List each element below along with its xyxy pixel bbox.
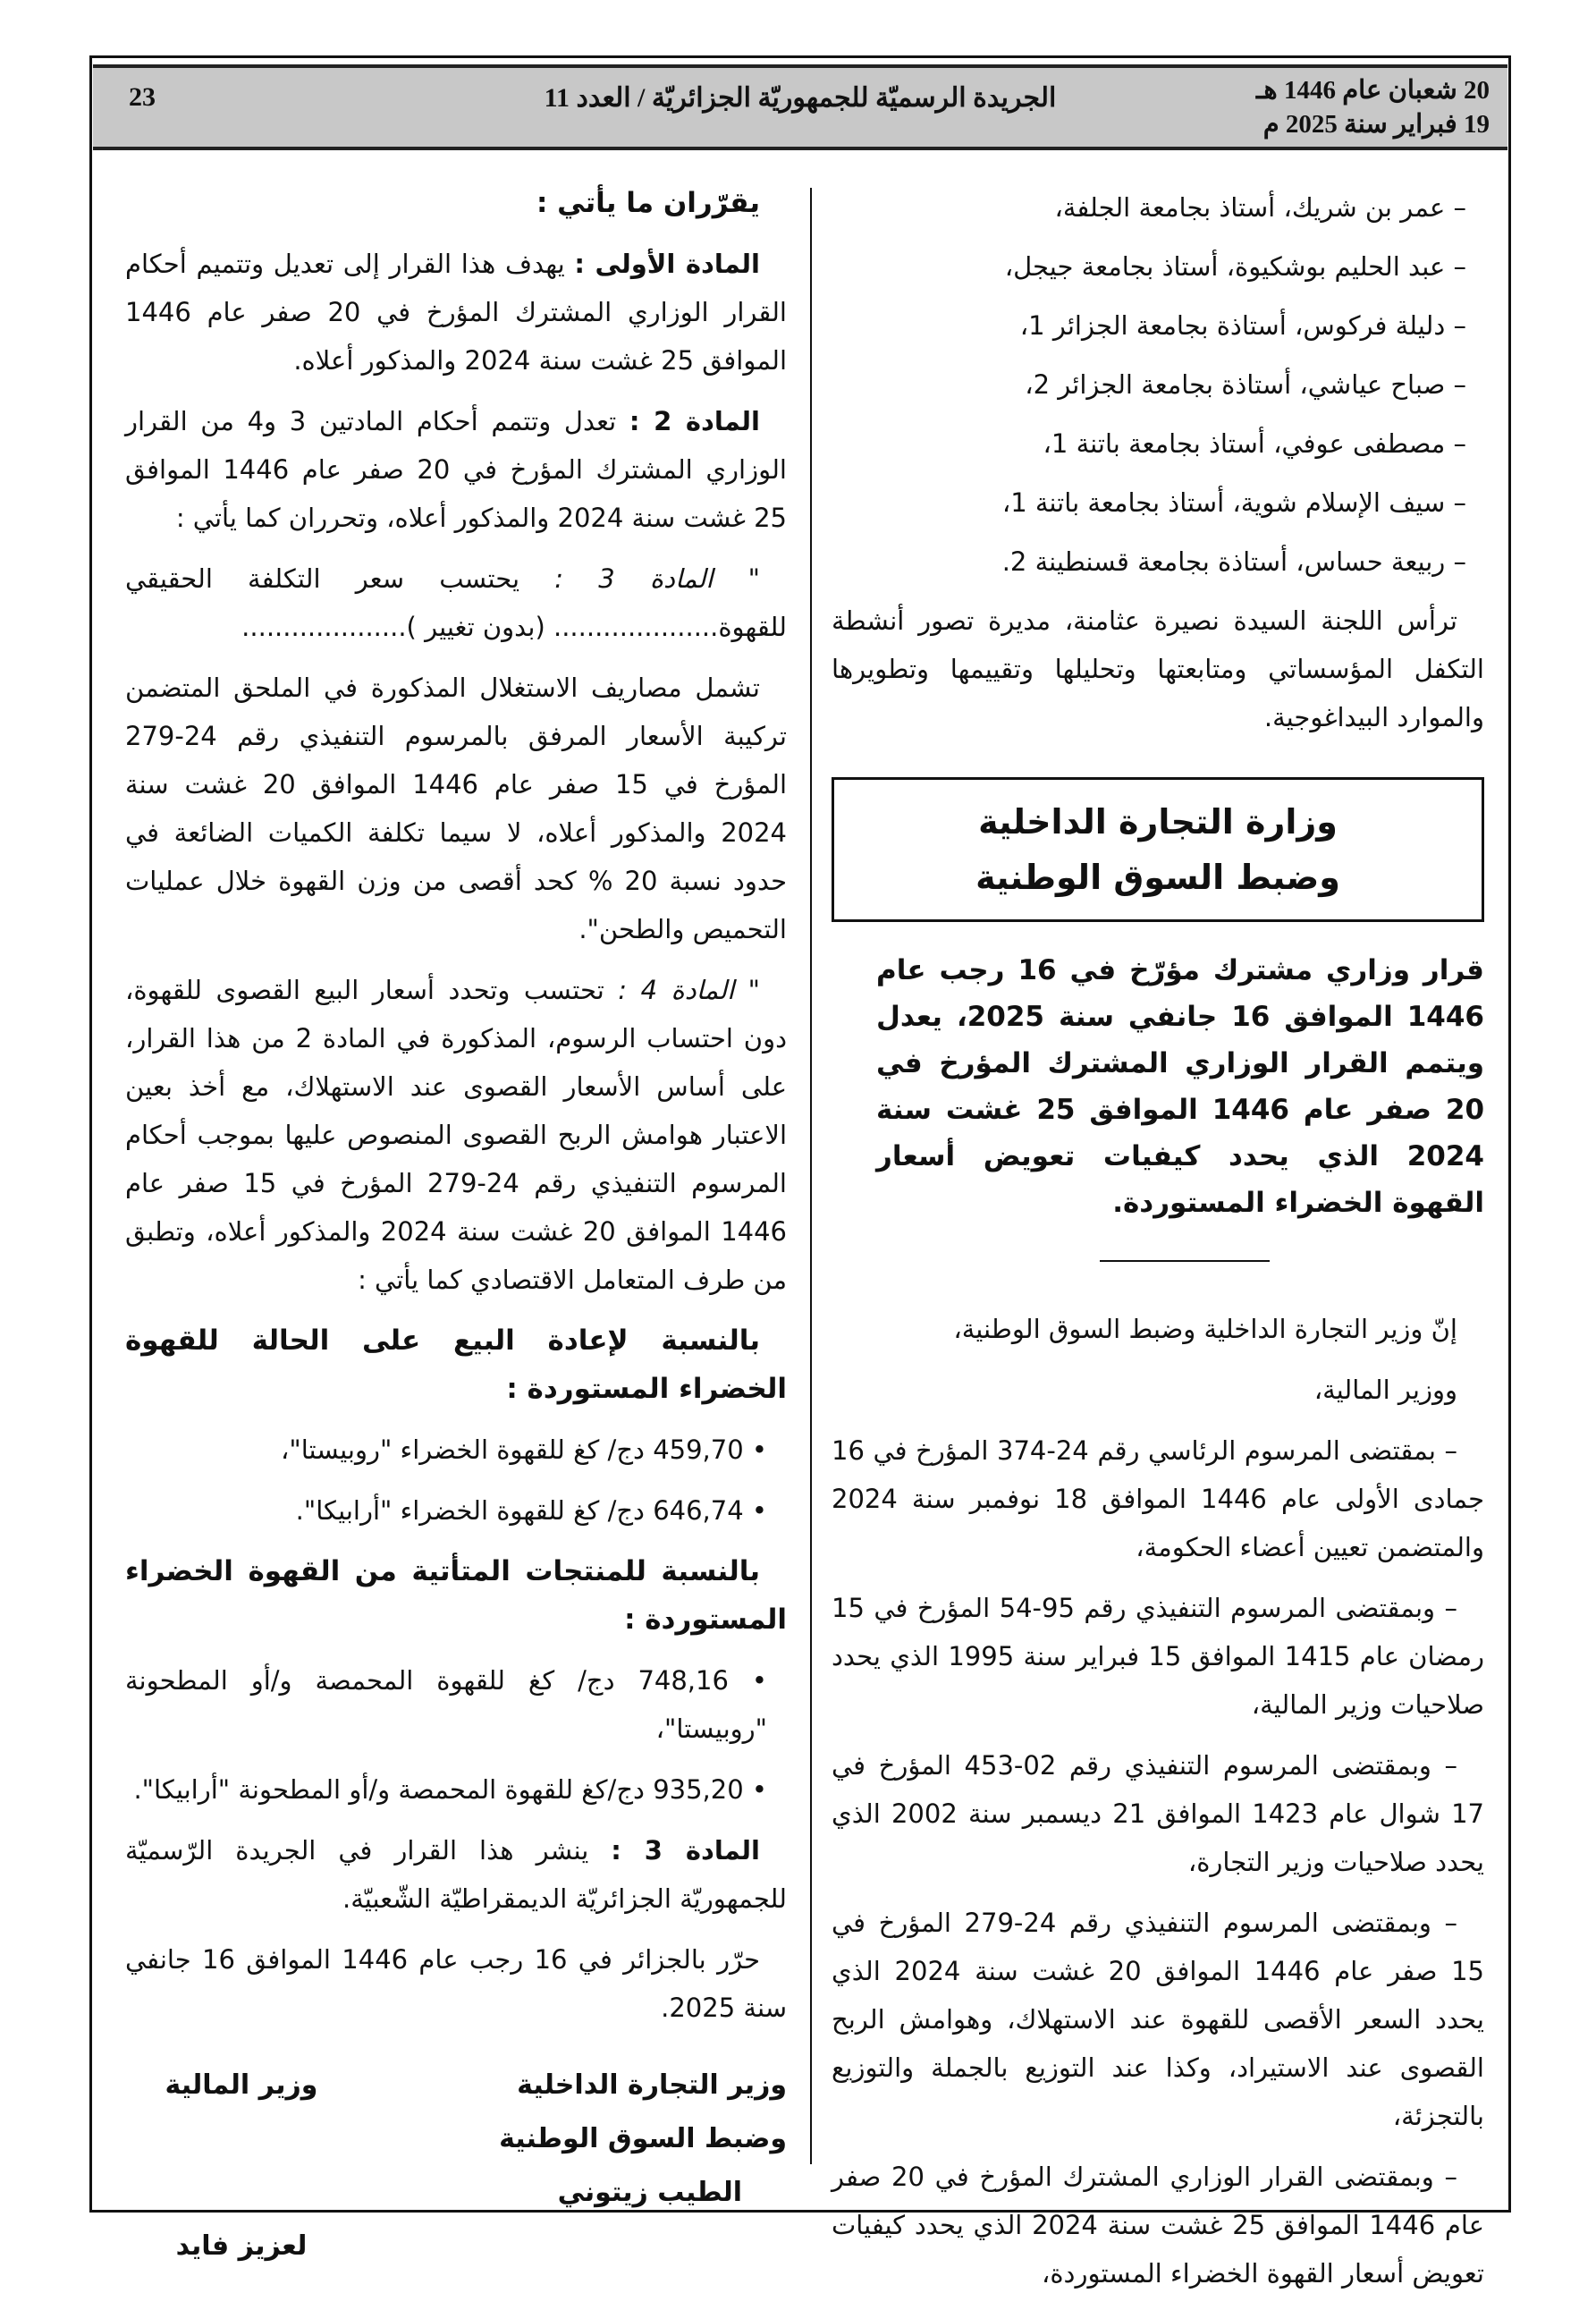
article-3	[125, 1826, 787, 1923]
column-divider	[810, 188, 812, 2164]
article-label: المادة 2 :	[629, 406, 760, 436]
signature-name: لعزيز فايد	[175, 2230, 308, 2262]
page-header	[93, 64, 1507, 150]
separator-rule	[1100, 1260, 1270, 1262]
consideration-item: – وبمقتضى المرسوم التنفيذي رقم 02-453 المؤرخ في 17 شوال عام 1423 الموافق 21 ديسمبر سنة 2002 الذي يحدد صلاحيات وزير التجارة،	[832, 1750, 1484, 1877]
done-at: حرّر بالجزائر في 16 رجب عام 1446 الموافق 16 جانفي سنة 2025.	[125, 1944, 787, 2023]
price-text: 459,70 دج/ كغ للقهوة الخضراء "روبيستا"،	[281, 1434, 744, 1465]
price-text: 748,16 دج/ كغ للقهوة المحمصة و/أو المطحونة "روبيستا"،	[125, 1665, 767, 1744]
article-text: تحتسب وتحدد أسعار البيع القصوى للقهوة، دون احتساب الرسوم، المذكورة في المادة 2 من هذا القرار، على أساس الأسعار القصوى عند الاستهلاك، مع أخذ بعين الاعتبار هوامش الربح القصوى المنصوص عليها بموجب أحكام المرسوم التنفيذي رقم 24-279 المؤرخ في 15 صفر عام 1446 الموافق 20 غشت سنة 2024 والمذكور أعلاه، وتطبق من طرف المتعامل الاقتصادي كما يأتي :	[125, 975, 788, 1295]
operating-costs-paragraph: تشمل مصاريف الاستغلال المذكورة في الملحق المتضمن تركيبة الأسعار المرفق بالمرسوم التنفيذي رقم 24-279 المؤرخ في 15 صفر عام 1446 الموافق 20 غشت سنة 2024 والمذكور أعلاه، لا سيما تكلفة الكميات الضائعة في حدود نسبة 20 % كحد أقصى من وزن القهوة خلال عمليات التحميص والطحن".	[125, 673, 788, 944]
article-label: المادة 3 :	[611, 1835, 760, 1866]
article-text: تعدل وتتمم أحكام المادتين 3 و4 من القرار الوزاري المشترك المؤرخ في 20 صفر عام 1446 الموافق 25 غشت سنة 2024 والمذكور أعلاه، وتحرران كما يأتي :	[125, 406, 787, 533]
signature-name: الطيب زيتوني	[557, 2177, 742, 2208]
products-heading: بالنسبة للمنتجات المتأتية من القهوة الخضراء المستوردة :	[125, 1555, 787, 1636]
article-text: يهدف هذا القرار إلى تعديل وتتميم أحكام القرار الوزاري المشترك المؤرخ في 20 صفر عام 1446 الموافق 25 غشت سنة 2024 والمذكور أعلاه.	[125, 249, 787, 376]
member-item: – صباح عياشي، أستاذة بجامعة الجزائر 2،	[1025, 369, 1466, 400]
consideration-item: – وبمقتضى القرار الوزاري المشترك المؤرخ في 20 صفر عام 1446 الموافق 25 غشت سنة 2024 الذي يحدد كيفيات تعويض أسعار القهوة الخضراء المستوردة،	[832, 2162, 1485, 2289]
price-item: • 459,70 دج/ كغ للقهوة الخضراء "روبيستا"،	[281, 1434, 767, 1465]
price-text: 646,74 دج/ كغ للقهوة الخضراء "أرابيكا".	[295, 1495, 744, 1526]
article-label: " المادة 3 :	[554, 563, 760, 594]
right-column	[832, 183, 1484, 2310]
member-item: – عمر بن شريك، أستاذ بجامعة الجلفة،	[1054, 192, 1466, 223]
chair-paragraph: ترأس اللجنة السيدة نصيرة عثامنة، مديرة تصور أنشطة التكفل المؤسساتي ومتابعتها وتحليلها وتقييمها وتطويرها والموارد البيداغوجية.	[832, 605, 1484, 732]
article-label: " المادة 4 :	[618, 975, 760, 1005]
issue-date	[1256, 73, 1490, 141]
member-item: – ربيعة حساس، أستاذة بجامعة قسنطينة 2.	[1001, 546, 1466, 577]
article-text: ينشر هذا القرار في الجريدة الرّسميّة للجمهوريّة الجزائريّة الديمقراطيّة الشّعبيّة.	[125, 1835, 787, 1914]
page-number: 23	[129, 82, 156, 112]
signature-title: وزير المالية	[165, 2069, 318, 2101]
consideration-item: – وبمقتضى المرسوم التنفيذي رقم 95-54 المؤرخ في 15 رمضان عام 1415 الموافق 15 فبراير سنة 1995 الذي يحدد صلاحيات وزير المالية،	[832, 1593, 1484, 1720]
member-item: – مصطفى عوفي، أستاذ بجامعة باتنة 1،	[1043, 428, 1466, 459]
quoted-article-4	[125, 966, 787, 1304]
article-2	[125, 397, 787, 542]
quoted-article-3	[125, 554, 787, 651]
signature-commerce	[483, 2059, 787, 2273]
member-item: – سيف الإسلام شوية، أستاذ بجامعة باتنة 1،	[1001, 487, 1466, 518]
consideration-item: – بمقتضى المرسوم الرئاسي رقم 24-374 المؤرخ في 16 جمادى الأولى عام 1446 الموافق 18 نوفمبر سنة 2024 والمتضمن تعيين أعضاء الحكومة،	[832, 1435, 1485, 1562]
journal-title: الجريدة الرسميّة للجمهوريّة الجزائريّة / العدد 11	[544, 83, 1057, 113]
ministry-line-2: وضبط السوق الوطنية	[975, 858, 1340, 897]
preamble-minister-finance: ووزير المالية،	[1313, 1375, 1457, 1405]
signatures	[125, 2059, 787, 2273]
price-item: • 646,74 دج/ كغ للقهوة الخضراء "أرابيكا".	[295, 1495, 767, 1526]
price-text: 935,20 دج/كغ للقهوة المحمصة و/أو المطحونة "أرابيكا".	[133, 1774, 744, 1805]
article-label: المادة الأولى :	[574, 249, 761, 279]
consideration-item: – وبمقتضى المرسوم التنفيذي رقم 24-279 المؤرخ في 15 صفر عام 1446 الموافق 20 غشت سنة 2024 الذي يحدد السعر الأقصى للقهوة عند الاستهلاك، وهوامش الربح القصوى عند الاستيراد، وكذا عند التوزيع بالجملة والتوزيع بالتجزئة،	[832, 1908, 1485, 2131]
signature-finance	[125, 2059, 358, 2273]
decide-heading: يقرّران ما يأتي :	[536, 187, 760, 219]
member-item: – عبد الحليم بوشكيوة، أستاذ بجامعة جيجل،	[1004, 251, 1466, 282]
article-text: يحتسب سعر التكلفة الحقيقي للقهوة.................... (بدون تغيير )....................	[125, 563, 787, 642]
preamble-minister-commerce: إنّ وزير التجارة الداخلية وضبط السوق الوطنية،	[953, 1314, 1457, 1344]
article-1	[125, 240, 787, 385]
price-item: • 935,20 دج/كغ للقهوة المحمصة و/أو المطحونة "أرابيكا".	[133, 1774, 767, 1805]
signature-title: وضبط السوق الوطنية	[499, 2123, 787, 2154]
ministry-heading-box	[832, 777, 1484, 922]
member-item: – دليلة فركوس، أستاذة بجامعة الجزائر 1،	[1019, 310, 1466, 341]
date-hijri: 20 شعبان عام 1446 هـ	[1255, 76, 1490, 105]
price-item: • 748,16 دج/ كغ للقهوة المحمصة و/أو المطحونة "روبيستا"،	[125, 1665, 767, 1744]
ministry-line-1: وزارة التجارة الداخلية	[978, 802, 1338, 842]
left-column	[125, 179, 787, 2273]
signature-title: وزير التجارة الداخلية	[517, 2069, 787, 2101]
date-gregorian: 19 فبراير سنة 2025 م	[1262, 110, 1490, 139]
resale-heading: بالنسبة لإعادة البيع على الحالة للقهوة الخضراء المستوردة :	[125, 1324, 787, 1405]
decree-title: قرار وزاري مشترك مؤرّخ في 16 رجب عام 1446 الموافق 16 جانفي سنة 2025، يعدل ويتمم القرار الوزاري المشترك المؤرخ في 20 صفر عام 1446 الموافق 25 غشت سنة 2024 الذي يحدد كيفيات تعويض أسعار القهوة الخضراء المستوردة.	[876, 954, 1485, 1219]
